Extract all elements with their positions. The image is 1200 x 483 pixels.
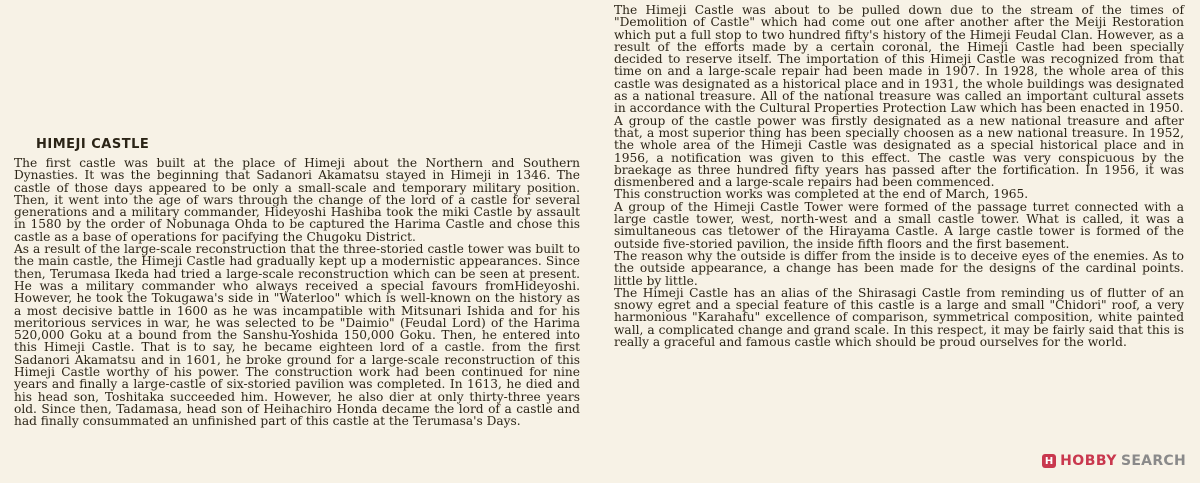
paragraph: This construction works was completed at the end of March, 1965.	[614, 187, 1029, 202]
paragraph: A group of the Himeji Castle Tower were formed of the passage turret connected with a large castle tower, west, north-west and a small castle tower. What is called, it was a simultaneous cas tletower of the Hirayama Castle. A large castle tower is formed of the outside five-storied pavilion, the inside fifth floors and the first basement.	[614, 199, 1184, 251]
logo-text-search: SEARCH	[1120, 453, 1186, 469]
paragraph: The reason why the outside is differ from the inside is to deceive eyes of the enemies. As to the outside appearance, a change has been made for the designs of the cardinal points. little by little.	[614, 248, 1184, 288]
paragraph: The first castle was built at the place of Himeji about the Northern and Southern Dynasties. It was the beginning that Sadanori Akamatsu stayed in Himeji in 1346. The castle of those days appeared to be only a small-scale and temporary military position. Then, it went into the age of wars through the change of the lord of a castle for several generations and a military commander, Hideyoshi Hashiba took the miki Castle by assault in 1580 by the order of Nobunaga Ohda to be captured the Harima Castle and chose this castle as a base of operations for pacifying the Chugoku District.	[14, 156, 580, 244]
logo-text-hobby: HOBBY	[1060, 453, 1117, 469]
document-title: HIMEJI CASTLE	[36, 137, 150, 152]
paragraph: The Himeji Castle was about to be pulled down due to the stream of the times of "Demolition of Castle" which had come out one after another after the Meiji Restoration which put a full stop to two hundred fifty's history of the Himeji Feudal Clan. However, as a result of the efforts made by a certain coronal, the Himeji Castle had been specially decided to reserve itself. The importation of this Himeji Castle was recognized from that time on and a large-scale repair had been made in 1907. In 1928, the whole area of this castle was designated as a historical place and in 1931, the whole buildings was designated as a national treasure. All of the national treasure was called an important cultural assets in accordance with the Cultural Properties Protection Law which has been enacted in 1950.	[614, 3, 1184, 116]
paragraph: The Himeji Castle has an alias of the Shirasagi Castle from reminding us of flutter of an snowy egret and a special feature of this castle is a large and small "Chidori" roof, a very harmonious "Karahafu" excellence of comparison, symmetrical composition, white painted wall, a complicated change and grand scale. In this respect, it may be fairly said that this is really a graceful and famous castle which should be proud ourselves for the world.	[614, 285, 1184, 350]
paragraph: A group of the castle power was firstly designated as a new national treasure and after that, a most superior thing has been specially choosen as a new national treasure. In 1952, the whole area of the Himeji Castle was designated as a special historical place and in 1956, a notification was given to this effect. The castle was very conspicuous by the braekage as three hundred fifty years has passed after the fortification. In 1956, it was dismenbered and a large-scale repairs had been commenced.	[614, 113, 1184, 190]
right-column	[614, 4, 1184, 348]
hobby-search-logo	[1042, 453, 1186, 469]
paragraph: As a result of the large-scale reconstruction that the three-storied castle tower was built to the main castle, the Himeji Castle had gradually kept up a modernistic appearances. Since then, Terumasa Ikeda had tried a large-scale reconstruction which can be seen at present. He was a military commander who always received a special favours fromHideyoshi. However, he took the Tokugawa's side in "Waterloo" which is well-known on the history as a most decisive battle in 1600 as he was incampatible with Mitsunari Ishida and for his meritorious services in war, he was selected to be "Daimio" (Feudal Lord) of the Harima 520,000 Goku at a bound from the Sanshu-Yoshida 150,000 Goku. Then, he entered into this Himeji Castle. That is to say, he became eighteen lord of a castle. from the first Sadanori Akamatsu and in 1601, he broke ground for a large-scale reconstruction of this Himeji Castle worthy of his power. The construction work had been continued for nine years and finally a large-castle of six-storied pavilion was completed. In 1613, he died and his head son, Toshitaka succeeded him. However, he also dier at only thirty-three years old. Since then, Tadamasa, head son of Heihachiro Honda decame the lord of a castle and had finally consummated an unfinished part of this castle at the Terumasa's Days.	[14, 242, 580, 429]
left-column	[14, 139, 580, 428]
hobby-search-logo-icon: H	[1042, 454, 1056, 468]
